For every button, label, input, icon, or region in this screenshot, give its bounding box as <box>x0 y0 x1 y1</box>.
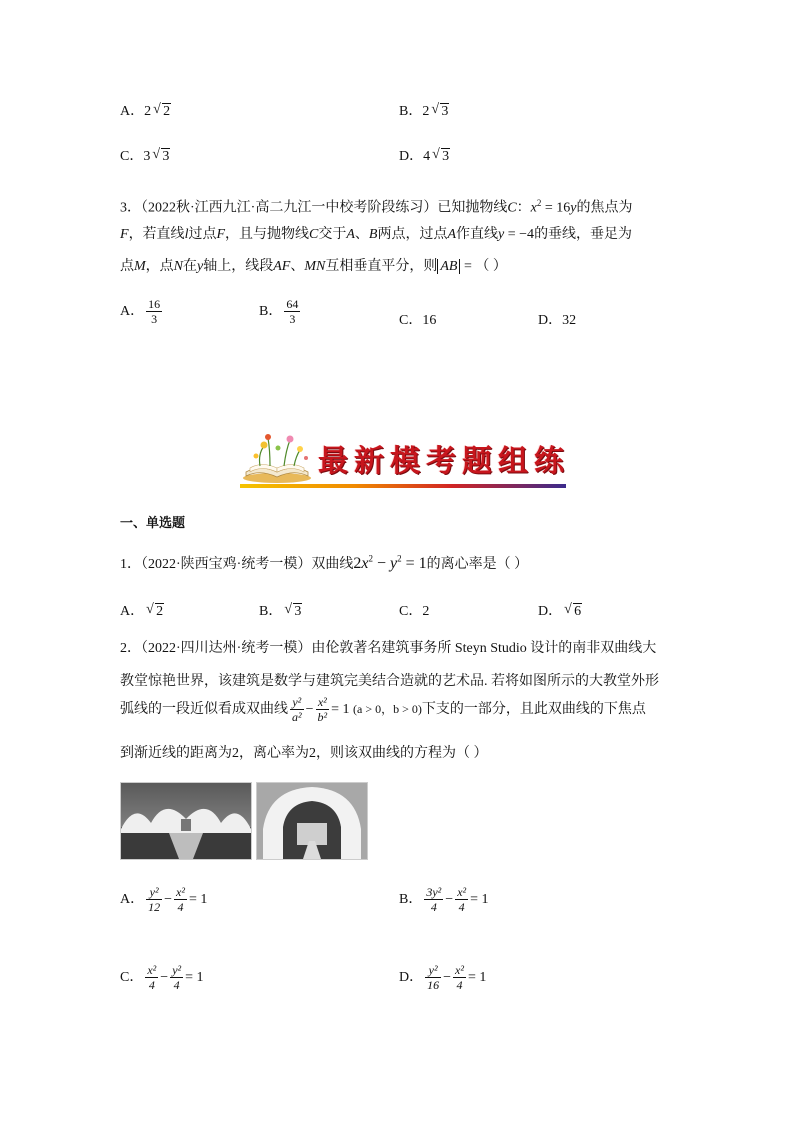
numerator: x² <box>316 695 330 710</box>
fraction <box>455 885 468 915</box>
option-value: 32 <box>562 313 577 328</box>
denominator: 4 <box>456 978 463 993</box>
condition: (a > 0，b > 0) <box>353 702 422 717</box>
section-q2-option-c <box>120 963 204 993</box>
fraction <box>145 963 158 993</box>
prev-option-b <box>399 100 449 120</box>
text: 轴上，线段 <box>203 259 274 274</box>
question-source: （2022秋·江西九江·高二九江一中校考阶段练习） <box>141 200 438 216</box>
radicand: 6 <box>574 604 582 619</box>
numerator: y² <box>172 963 182 977</box>
text: 的离心率是（ ） <box>426 557 529 572</box>
var: M <box>134 259 146 274</box>
radicand: 2 <box>163 104 171 119</box>
denominator: a² <box>292 710 302 725</box>
text: ，若直线 <box>128 227 185 242</box>
numerator: x² <box>176 885 185 899</box>
section-question-2-line-3 <box>120 695 646 725</box>
text: 过点 <box>188 227 217 242</box>
section-question-1 <box>120 553 528 573</box>
option-letter: D． <box>538 313 563 328</box>
denominator: b² <box>317 710 328 725</box>
option-letter: A． <box>120 892 145 908</box>
option-letter: B． <box>259 304 283 320</box>
section-q1-option-a <box>120 600 164 620</box>
eq-minus: − <box>372 555 390 572</box>
eq: = −4 <box>504 227 535 242</box>
var: F <box>216 227 226 242</box>
radicand: 2 <box>156 604 164 619</box>
option-letter: A． <box>120 304 145 320</box>
numerator: y² <box>146 885 162 900</box>
denominator: 4 <box>173 978 180 993</box>
text: 、 <box>290 259 305 274</box>
option-letter: C． <box>120 970 144 986</box>
banner <box>240 428 570 488</box>
denominator: 3 <box>289 312 296 327</box>
fraction <box>174 885 187 915</box>
section-q2-option-b <box>399 885 489 915</box>
abs-value: AB <box>437 259 460 274</box>
fraction <box>316 695 330 725</box>
option-letter: B． <box>399 892 423 908</box>
option-value: 16 <box>422 313 437 328</box>
option-coef: 4 <box>423 149 431 164</box>
option-letter: A． <box>120 604 145 619</box>
sqrt-sign <box>153 103 171 120</box>
section-q2-option-a <box>120 885 207 915</box>
var: A <box>447 227 457 242</box>
option-letter: B． <box>399 104 423 119</box>
var: MN <box>304 259 326 274</box>
question-3-option-b <box>259 297 302 327</box>
fraction <box>284 297 300 327</box>
sqrt-sign <box>564 603 582 620</box>
minus: − <box>160 970 169 986</box>
numerator: x² <box>455 963 464 977</box>
numerator: x² <box>457 885 467 899</box>
option-letter: D． <box>538 604 563 619</box>
text: ，且与抛物线 <box>225 227 310 242</box>
colon: ： <box>516 200 531 216</box>
eq-rhs: = 1 <box>331 702 350 718</box>
cathedral-photo-1 <box>120 782 252 860</box>
minus: − <box>305 702 314 718</box>
section-q1-option-b <box>259 600 302 620</box>
section-question-2-line-4: 到渐近线的距离为2，离心率为2，则该双曲线的方程为（ ） <box>120 746 488 761</box>
radicand: 3 <box>441 104 449 119</box>
radicand: 3 <box>162 149 170 164</box>
text: 的焦点为 <box>576 200 633 216</box>
option-letter: C． <box>399 313 423 328</box>
denominator: 4 <box>177 900 184 915</box>
option-coef: 3 <box>143 149 151 164</box>
eq-mid: = 16 <box>541 200 571 216</box>
eq-rhs: = 1 <box>188 892 208 908</box>
text: = （ ） <box>460 259 507 274</box>
eq-var: x <box>361 555 369 572</box>
sqrt-sign <box>152 148 170 165</box>
prev-option-a <box>120 100 171 120</box>
question-number: 3． <box>120 200 141 216</box>
banner-title: 最新模考题组练 <box>318 444 570 479</box>
var: A <box>346 227 355 242</box>
text: 已知抛物线 <box>437 200 508 216</box>
eq-var: y <box>570 200 577 216</box>
text: ，点 <box>145 259 174 274</box>
question-number: 2． <box>120 641 141 656</box>
var: B <box>368 227 378 242</box>
option-letter: B． <box>259 604 283 619</box>
option-letter: C． <box>120 149 144 164</box>
eq-rhs: = 1 <box>470 892 489 908</box>
eq-rhs: = 1 <box>185 970 204 986</box>
sqrt-sign <box>431 103 449 120</box>
banner-underline <box>240 484 566 488</box>
eq-rhs: = 1 <box>401 555 427 572</box>
eq-var: x <box>530 200 537 216</box>
sqrt-sign <box>432 148 450 165</box>
text: 在 <box>183 259 198 274</box>
sqrt-sign <box>284 603 302 620</box>
fraction <box>425 963 441 993</box>
eq-exp: 2 <box>536 198 542 208</box>
numerator: y² <box>290 695 304 710</box>
minus: − <box>164 892 173 908</box>
sqrt-sign <box>146 603 164 620</box>
var: y <box>498 227 505 242</box>
section-heading: 一、单选题 <box>120 516 186 531</box>
question-3-line-2 <box>120 218 632 252</box>
numerator: 16 <box>148 297 161 311</box>
fraction <box>424 885 443 915</box>
section-q2-option-d <box>399 963 486 993</box>
section-question-2-line-1 <box>120 637 656 657</box>
text: 双曲线 <box>311 557 354 572</box>
eq-exp: 2 <box>397 553 402 564</box>
var: C <box>309 227 319 242</box>
eq-var: y <box>389 555 398 572</box>
prev-option-c <box>120 145 170 165</box>
question-3-option-c <box>399 309 436 329</box>
eq-rhs: = 1 <box>467 970 487 986</box>
text: 、 <box>354 227 369 242</box>
numerator: 3y² <box>426 885 442 899</box>
eq-coef: 2 <box>353 555 362 572</box>
section-question-2-line-2: 教堂惊艳世界，该建筑是数学与建筑完美结合造就的艺术品. 若将如图所示的大教堂外形 <box>120 674 659 689</box>
denominator: 4 <box>148 978 155 993</box>
eq-exp: 2 <box>368 553 373 564</box>
option-letter: A． <box>120 104 145 119</box>
var: y <box>197 259 204 274</box>
minus: − <box>445 892 454 908</box>
minus: − <box>443 970 452 986</box>
question-3-line-3 <box>120 250 507 284</box>
fraction <box>290 695 304 725</box>
denominator: 12 <box>148 900 161 915</box>
var: l <box>184 227 189 242</box>
text: 两点，过点 <box>377 227 448 242</box>
denominator: 16 <box>427 978 440 993</box>
text: 互相垂直平分，则 <box>325 259 438 274</box>
option-letter: D． <box>399 149 424 164</box>
question-source: （2022·陕西宝鸡·统考一模） <box>141 557 312 572</box>
option-coef: 2 <box>422 104 430 119</box>
numerator: 64 <box>286 297 299 311</box>
fraction <box>453 963 466 993</box>
prev-option-d <box>399 145 450 165</box>
text: 的垂线，垂足为 <box>534 227 633 242</box>
text: （2022·四川达州·统考一模）由伦敦著名建筑事务所 Steyn Studio 设计的南非双曲线大 <box>141 641 657 656</box>
option-letter: C． <box>399 604 423 619</box>
option-coef: 2 <box>144 104 152 119</box>
denominator: 4 <box>430 900 437 915</box>
equation <box>353 555 426 572</box>
fraction <box>170 963 183 993</box>
text: 点 <box>120 259 134 274</box>
denominator: 4 <box>458 900 465 915</box>
open-book-icon <box>240 428 314 484</box>
text: 下支的一部分，且此双曲线的下焦点 <box>421 702 646 718</box>
option-letter: D． <box>399 970 424 986</box>
section-q1-option-d <box>538 600 582 620</box>
question-number: 1． <box>120 557 141 572</box>
numerator: x² <box>147 963 157 977</box>
cathedral-photo-2 <box>256 782 368 860</box>
fraction <box>146 885 162 915</box>
radicand: 3 <box>442 149 450 164</box>
curve-name: C <box>507 200 517 216</box>
text: 弧线的一段近似看成双曲线 <box>120 702 288 718</box>
question-3-option-d <box>538 309 576 329</box>
fraction <box>146 297 162 327</box>
denominator: 3 <box>151 312 158 327</box>
radicand: 3 <box>294 604 302 619</box>
numerator: y² <box>425 963 441 978</box>
var: N <box>173 259 184 274</box>
section-q1-option-c <box>399 600 429 620</box>
question-3-option-a <box>120 297 164 327</box>
var: AF <box>273 259 291 274</box>
option-value: 2 <box>422 604 430 619</box>
text: 交于 <box>318 227 347 242</box>
text: 作直线 <box>456 227 499 242</box>
var: F <box>120 227 129 242</box>
